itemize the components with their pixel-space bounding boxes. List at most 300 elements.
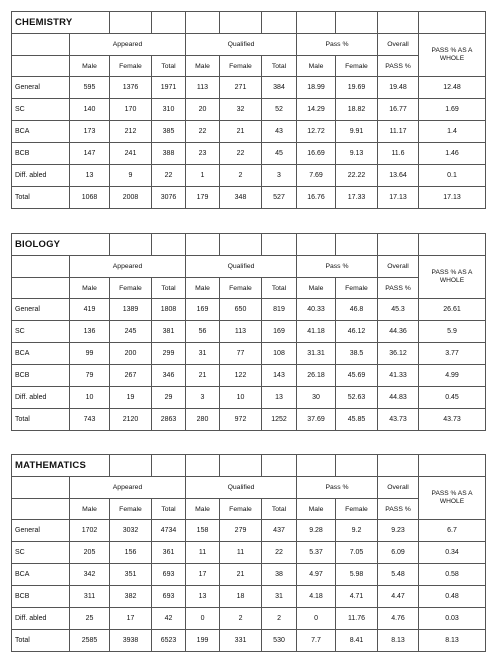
data-cell: 77	[220, 343, 262, 365]
data-cell: 4.47	[378, 586, 419, 608]
male-column-header: Male	[297, 278, 336, 299]
data-cell: 0	[186, 608, 220, 630]
data-cell: 41.33	[378, 365, 419, 387]
data-cell: 0.58	[419, 564, 486, 586]
data-cell: 200	[110, 343, 152, 365]
empty-cell	[152, 12, 186, 34]
table-row	[12, 520, 486, 542]
data-cell: 17	[186, 564, 220, 586]
data-cell: 0.48	[419, 586, 486, 608]
data-cell: 43	[262, 121, 297, 143]
data-cell: 437	[262, 520, 297, 542]
overall-pass-pct-header: PASS %	[378, 499, 419, 520]
data-cell: 4.76	[378, 608, 419, 630]
data-cell: 0.03	[419, 608, 486, 630]
data-cell: 16.76	[297, 187, 336, 209]
data-cell: 21	[220, 121, 262, 143]
mathematics-section	[11, 454, 485, 652]
male-column-header: Male	[70, 56, 110, 77]
data-cell: 31	[186, 343, 220, 365]
data-cell: 21	[186, 365, 220, 387]
female-column-header: Female	[110, 56, 152, 77]
empty-cell	[220, 234, 262, 256]
table-row	[12, 586, 486, 608]
data-cell: 972	[220, 409, 262, 431]
data-cell: 0	[297, 608, 336, 630]
data-cell: 271	[220, 77, 262, 99]
results-table	[11, 454, 486, 652]
empty-cell	[419, 455, 486, 477]
data-cell: 99	[70, 343, 110, 365]
data-cell: 4.99	[419, 365, 486, 387]
data-cell: 13	[186, 586, 220, 608]
empty-cell	[262, 455, 297, 477]
empty-cell	[12, 477, 70, 499]
data-cell: 18.99	[297, 77, 336, 99]
row-label: Diff. abled	[12, 608, 70, 630]
empty-cell	[297, 455, 336, 477]
data-cell: 299	[152, 343, 186, 365]
data-cell: 9	[110, 165, 152, 187]
row-label: Total	[12, 630, 70, 652]
data-cell: 5.9	[419, 321, 486, 343]
data-cell: 0.1	[419, 165, 486, 187]
data-cell: 43.73	[419, 409, 486, 431]
data-cell: 26.18	[297, 365, 336, 387]
data-cell: 31.31	[297, 343, 336, 365]
pass-as-whole-header: PASS % AS A WHOLE	[419, 34, 486, 77]
data-cell: 4.97	[297, 564, 336, 586]
data-cell: 743	[70, 409, 110, 431]
data-cell: 13	[70, 165, 110, 187]
data-cell: 1.4	[419, 121, 486, 143]
data-cell: 331	[220, 630, 262, 652]
data-cell: 22	[220, 143, 262, 165]
table-row	[12, 343, 486, 365]
empty-cell	[262, 234, 297, 256]
data-cell: 11.17	[378, 121, 419, 143]
table-row	[12, 409, 486, 431]
data-cell: 7.69	[297, 165, 336, 187]
data-cell: 7.7	[297, 630, 336, 652]
total-column-header: Total	[152, 278, 186, 299]
data-cell: 279	[220, 520, 262, 542]
data-cell: 108	[262, 343, 297, 365]
data-cell: 2	[262, 608, 297, 630]
data-cell: 419	[70, 299, 110, 321]
data-cell: 22	[186, 121, 220, 143]
row-label: SC	[12, 99, 70, 121]
data-cell: 342	[70, 564, 110, 586]
data-cell: 40.33	[297, 299, 336, 321]
empty-cell	[378, 12, 419, 34]
section-title: MATHEMATICS	[12, 455, 110, 477]
empty-cell	[378, 234, 419, 256]
section-title: BIOLOGY	[12, 234, 110, 256]
data-cell: 6.7	[419, 520, 486, 542]
data-cell: 17	[110, 608, 152, 630]
empty-cell	[186, 455, 220, 477]
qualified-header: Qualified	[186, 256, 297, 278]
data-cell: 22	[152, 165, 186, 187]
data-cell: 2	[220, 608, 262, 630]
data-cell: 113	[220, 321, 262, 343]
row-label: BCB	[12, 365, 70, 387]
data-cell: 3	[186, 387, 220, 409]
empty-cell	[262, 12, 297, 34]
data-cell: 18	[220, 586, 262, 608]
qualified-header: Qualified	[186, 34, 297, 56]
overall-pass-pct-header: PASS %	[378, 56, 419, 77]
data-cell: 381	[152, 321, 186, 343]
data-cell: 4.71	[336, 586, 378, 608]
qualified-header: Qualified	[186, 477, 297, 499]
row-label: BCA	[12, 121, 70, 143]
data-cell: 361	[152, 542, 186, 564]
data-cell: 280	[186, 409, 220, 431]
data-cell: 173	[70, 121, 110, 143]
data-cell: 8.13	[378, 630, 419, 652]
row-label: Total	[12, 187, 70, 209]
table-row	[12, 299, 486, 321]
data-cell: 245	[110, 321, 152, 343]
male-column-header: Male	[186, 56, 220, 77]
data-cell: 31	[262, 586, 297, 608]
data-cell: 17.13	[378, 187, 419, 209]
data-cell: 18.82	[336, 99, 378, 121]
data-cell: 1702	[70, 520, 110, 542]
appeared-header: Appeared	[70, 34, 186, 56]
data-cell: 2863	[152, 409, 186, 431]
data-cell: 45.85	[336, 409, 378, 431]
results-table	[11, 233, 486, 431]
empty-cell	[152, 234, 186, 256]
empty-cell	[12, 56, 70, 77]
data-cell: 30	[297, 387, 336, 409]
data-cell: 17.33	[336, 187, 378, 209]
data-cell: 169	[262, 321, 297, 343]
table-row	[12, 187, 486, 209]
row-label: General	[12, 299, 70, 321]
data-cell: 46.8	[336, 299, 378, 321]
data-cell: 38	[262, 564, 297, 586]
total-column-header: Total	[262, 278, 297, 299]
data-cell: 46.12	[336, 321, 378, 343]
data-cell: 2	[220, 165, 262, 187]
data-cell: 113	[186, 77, 220, 99]
female-column-header: Female	[220, 278, 262, 299]
female-column-header: Female	[336, 56, 378, 77]
data-cell: 42	[152, 608, 186, 630]
data-cell: 156	[110, 542, 152, 564]
data-cell: 1252	[262, 409, 297, 431]
data-cell: 44.83	[378, 387, 419, 409]
male-column-header: Male	[70, 278, 110, 299]
data-cell: 45.3	[378, 299, 419, 321]
data-cell: 8.41	[336, 630, 378, 652]
data-cell: 2008	[110, 187, 152, 209]
empty-cell	[12, 499, 70, 520]
data-cell: 79	[70, 365, 110, 387]
pass-as-whole-header: PASS % AS A WHOLE	[419, 256, 486, 299]
data-cell: 1971	[152, 77, 186, 99]
empty-cell	[152, 455, 186, 477]
empty-cell	[186, 12, 220, 34]
data-cell: 140	[70, 99, 110, 121]
data-cell: 2120	[110, 409, 152, 431]
data-cell: 13.64	[378, 165, 419, 187]
overall-header: Overall	[378, 477, 419, 499]
table-row	[12, 608, 486, 630]
male-column-header: Male	[297, 499, 336, 520]
table-row	[12, 630, 486, 652]
pass-pct-header: Pass %	[297, 477, 378, 499]
data-cell: 10	[220, 387, 262, 409]
data-cell: 650	[220, 299, 262, 321]
empty-cell	[297, 12, 336, 34]
data-cell: 52.63	[336, 387, 378, 409]
data-cell: 11	[186, 542, 220, 564]
table-row	[12, 365, 486, 387]
table-row	[12, 165, 486, 187]
data-cell: 5.98	[336, 564, 378, 586]
data-cell: 3.77	[419, 343, 486, 365]
empty-cell	[419, 12, 486, 34]
data-cell: 11	[220, 542, 262, 564]
data-cell: 29	[152, 387, 186, 409]
data-cell: 12.72	[297, 121, 336, 143]
data-cell: 0.45	[419, 387, 486, 409]
row-label: Diff. abled	[12, 387, 70, 409]
data-cell: 170	[110, 99, 152, 121]
data-cell: 351	[110, 564, 152, 586]
male-column-header: Male	[70, 499, 110, 520]
data-cell: 52	[262, 99, 297, 121]
data-cell: 136	[70, 321, 110, 343]
data-cell: 1068	[70, 187, 110, 209]
data-cell: 45	[262, 143, 297, 165]
data-cell: 32	[220, 99, 262, 121]
data-cell: 4734	[152, 520, 186, 542]
empty-cell	[110, 12, 152, 34]
female-column-header: Female	[110, 278, 152, 299]
data-cell: 9.91	[336, 121, 378, 143]
table-row	[12, 387, 486, 409]
data-cell: 241	[110, 143, 152, 165]
pass-pct-header: Pass %	[297, 256, 378, 278]
total-column-header: Total	[262, 499, 297, 520]
data-cell: 693	[152, 586, 186, 608]
data-cell: 179	[186, 187, 220, 209]
data-cell: 11.76	[336, 608, 378, 630]
data-cell: 311	[70, 586, 110, 608]
data-cell: 385	[152, 121, 186, 143]
data-cell: 382	[110, 586, 152, 608]
row-label: Total	[12, 409, 70, 431]
data-cell: 3032	[110, 520, 152, 542]
data-cell: 388	[152, 143, 186, 165]
empty-cell	[378, 455, 419, 477]
data-cell: 527	[262, 187, 297, 209]
table-row	[12, 564, 486, 586]
data-cell: 147	[70, 143, 110, 165]
data-cell: 1.69	[419, 99, 486, 121]
data-cell: 23	[186, 143, 220, 165]
data-cell: 143	[262, 365, 297, 387]
empty-cell	[297, 234, 336, 256]
data-cell: 122	[220, 365, 262, 387]
data-cell: 45.69	[336, 365, 378, 387]
data-cell: 36.12	[378, 343, 419, 365]
data-cell: 22.22	[336, 165, 378, 187]
data-cell: 595	[70, 77, 110, 99]
empty-cell	[12, 34, 70, 56]
table-row	[12, 77, 486, 99]
table-row	[12, 143, 486, 165]
data-cell: 16.77	[378, 99, 419, 121]
data-cell: 19.69	[336, 77, 378, 99]
empty-cell	[336, 455, 378, 477]
data-cell: 199	[186, 630, 220, 652]
results-table	[11, 11, 486, 209]
data-cell: 25	[70, 608, 110, 630]
row-label: General	[12, 77, 70, 99]
total-column-header: Total	[262, 56, 297, 77]
empty-cell	[12, 256, 70, 278]
pass-as-whole-header: PASS % AS A WHOLE	[419, 477, 486, 520]
total-column-header: Total	[152, 56, 186, 77]
data-cell: 346	[152, 365, 186, 387]
data-cell: 16.69	[297, 143, 336, 165]
data-cell: 1376	[110, 77, 152, 99]
data-cell: 11.6	[378, 143, 419, 165]
data-cell: 19.48	[378, 77, 419, 99]
section-title: CHEMISTRY	[12, 12, 110, 34]
table-row	[12, 99, 486, 121]
data-cell: 13	[262, 387, 297, 409]
data-cell: 0.34	[419, 542, 486, 564]
data-cell: 169	[186, 299, 220, 321]
data-cell: 22	[262, 542, 297, 564]
data-cell: 8.13	[419, 630, 486, 652]
data-cell: 267	[110, 365, 152, 387]
overall-header: Overall	[378, 256, 419, 278]
data-cell: 212	[110, 121, 152, 143]
data-cell: 4.18	[297, 586, 336, 608]
data-cell: 17.13	[419, 187, 486, 209]
data-cell: 310	[152, 99, 186, 121]
overall-pass-pct-header: PASS %	[378, 278, 419, 299]
data-cell: 1808	[152, 299, 186, 321]
data-cell: 348	[220, 187, 262, 209]
data-cell: 9.13	[336, 143, 378, 165]
data-cell: 26.61	[419, 299, 486, 321]
data-cell: 1	[186, 165, 220, 187]
row-label: Diff. abled	[12, 165, 70, 187]
table-row	[12, 542, 486, 564]
data-cell: 530	[262, 630, 297, 652]
empty-cell	[110, 455, 152, 477]
row-label: BCB	[12, 586, 70, 608]
data-cell: 10	[70, 387, 110, 409]
data-cell: 44.36	[378, 321, 419, 343]
male-column-header: Male	[186, 278, 220, 299]
total-column-header: Total	[152, 499, 186, 520]
data-cell: 9.28	[297, 520, 336, 542]
data-cell: 6.09	[378, 542, 419, 564]
empty-cell	[186, 234, 220, 256]
biology-section	[11, 233, 485, 431]
empty-cell	[220, 455, 262, 477]
empty-cell	[419, 234, 486, 256]
row-label: SC	[12, 321, 70, 343]
table-row	[12, 321, 486, 343]
data-cell: 37.69	[297, 409, 336, 431]
row-label: BCB	[12, 143, 70, 165]
data-cell: 1389	[110, 299, 152, 321]
data-cell: 3	[262, 165, 297, 187]
data-cell: 5.37	[297, 542, 336, 564]
data-cell: 5.48	[378, 564, 419, 586]
appeared-header: Appeared	[70, 256, 186, 278]
pass-pct-header: Pass %	[297, 34, 378, 56]
female-column-header: Female	[220, 499, 262, 520]
table-row	[12, 121, 486, 143]
appeared-header: Appeared	[70, 477, 186, 499]
empty-cell	[336, 234, 378, 256]
empty-cell	[12, 278, 70, 299]
row-label: General	[12, 520, 70, 542]
male-column-header: Male	[297, 56, 336, 77]
data-cell: 38.5	[336, 343, 378, 365]
data-cell: 9.23	[378, 520, 419, 542]
data-cell: 693	[152, 564, 186, 586]
data-cell: 12.48	[419, 77, 486, 99]
empty-cell	[220, 12, 262, 34]
data-cell: 6523	[152, 630, 186, 652]
data-cell: 158	[186, 520, 220, 542]
overall-header: Overall	[378, 34, 419, 56]
data-cell: 21	[220, 564, 262, 586]
data-cell: 41.18	[297, 321, 336, 343]
row-label: SC	[12, 542, 70, 564]
data-cell: 2585	[70, 630, 110, 652]
data-cell: 7.05	[336, 542, 378, 564]
data-cell: 205	[70, 542, 110, 564]
chemistry-section	[11, 11, 485, 209]
data-cell: 14.29	[297, 99, 336, 121]
male-column-header: Male	[186, 499, 220, 520]
data-cell: 384	[262, 77, 297, 99]
female-column-header: Female	[336, 278, 378, 299]
data-cell: 9.2	[336, 520, 378, 542]
data-cell: 20	[186, 99, 220, 121]
female-column-header: Female	[336, 499, 378, 520]
data-cell: 56	[186, 321, 220, 343]
empty-cell	[110, 234, 152, 256]
empty-cell	[336, 12, 378, 34]
data-cell: 43.73	[378, 409, 419, 431]
row-label: BCA	[12, 343, 70, 365]
data-cell: 19	[110, 387, 152, 409]
female-column-header: Female	[220, 56, 262, 77]
row-label: BCA	[12, 564, 70, 586]
data-cell: 819	[262, 299, 297, 321]
data-cell: 1.46	[419, 143, 486, 165]
female-column-header: Female	[110, 499, 152, 520]
data-cell: 3938	[110, 630, 152, 652]
data-cell: 3076	[152, 187, 186, 209]
